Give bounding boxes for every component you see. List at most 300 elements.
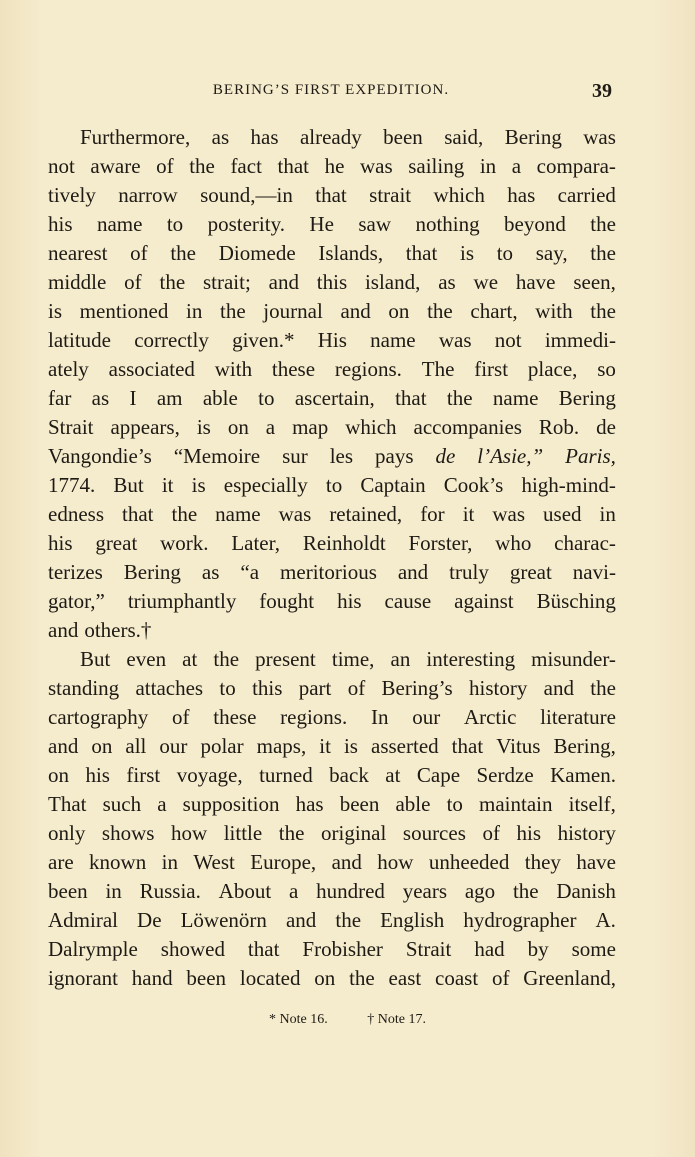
word: with: [214, 357, 253, 381]
word: chart,: [470, 299, 518, 323]
word: by: [527, 937, 549, 961]
word: known: [89, 850, 147, 874]
paragraph-1: [48, 123, 616, 645]
word: Danish: [556, 879, 616, 903]
word: history: [557, 821, 616, 845]
word: mentioned: [79, 299, 169, 323]
word: used: [543, 502, 582, 526]
word: In: [370, 705, 389, 729]
word: That: [48, 792, 87, 816]
word: as: [438, 270, 456, 294]
word: in: [479, 154, 497, 178]
word: which: [345, 415, 397, 439]
word: itself,: [568, 792, 616, 816]
word: of: [156, 154, 174, 178]
word: de: [596, 415, 616, 439]
word: that: [247, 937, 280, 961]
word: sources: [402, 821, 466, 845]
word: the: [219, 299, 246, 323]
word: and: [340, 299, 371, 323]
word: been: [186, 966, 227, 990]
word: West: [193, 850, 235, 874]
word: the: [335, 908, 362, 932]
word: work.: [160, 531, 209, 555]
word: asserted: [371, 734, 439, 758]
text-line: [48, 268, 616, 297]
body-text: [48, 123, 616, 993]
word: the: [159, 270, 186, 294]
word: has: [507, 183, 536, 207]
word: Cook’s: [443, 473, 504, 497]
word: not: [48, 154, 75, 178]
word: was: [492, 502, 526, 526]
word: the: [590, 299, 616, 323]
word: who: [495, 531, 532, 555]
word: hundred: [316, 879, 385, 903]
word: Strait: [48, 415, 94, 439]
word: saw: [358, 212, 392, 236]
word: place,: [527, 357, 578, 381]
word: immedi-: [544, 328, 616, 352]
word: pays: [375, 444, 414, 468]
word: sailing: [408, 154, 465, 178]
word: About: [218, 879, 272, 903]
word: coast: [435, 966, 479, 990]
word: to: [496, 241, 514, 265]
word: nothing: [415, 212, 480, 236]
word: how: [377, 850, 414, 874]
word: maintain: [479, 792, 553, 816]
word: to: [446, 792, 463, 816]
word: been: [339, 792, 380, 816]
word: in: [161, 850, 178, 874]
text-line: [48, 906, 616, 935]
word: this: [252, 676, 283, 700]
running-title: BERING’S FIRST EXPEDITION.: [212, 82, 450, 98]
word: and: [543, 676, 574, 700]
word: nearest: [48, 241, 108, 265]
text-line: [48, 210, 616, 239]
text-line: [48, 529, 616, 558]
word: les: [329, 444, 354, 468]
text-line: [48, 790, 616, 819]
word: and: [268, 270, 299, 294]
word: it: [462, 502, 475, 526]
word: Admiral: [48, 908, 118, 932]
word: carried: [557, 183, 616, 207]
word: journal: [263, 299, 323, 323]
word: his: [48, 531, 73, 555]
word: posterity.: [207, 212, 285, 236]
text-line: [48, 152, 616, 181]
text-line: [48, 616, 616, 645]
word: time,: [331, 647, 375, 671]
word: the: [512, 879, 539, 903]
word: correctly: [134, 328, 209, 352]
word: of: [482, 821, 500, 845]
text-line: [48, 877, 616, 906]
word: so: [597, 357, 616, 381]
word: been: [48, 879, 88, 903]
word: not: [494, 328, 522, 352]
word: a: [157, 792, 167, 816]
word: aware: [90, 154, 141, 178]
word: they: [524, 850, 561, 874]
word: and: [48, 618, 79, 642]
word: to: [219, 676, 236, 700]
word: had: [474, 937, 505, 961]
word: that: [451, 734, 484, 758]
word: it: [319, 734, 331, 758]
word: Bering: [504, 125, 562, 149]
word: Vitus: [496, 734, 541, 758]
word: as: [211, 125, 230, 149]
word: and: [331, 850, 362, 874]
word: high-mind-: [521, 473, 616, 497]
word: Büsching: [536, 589, 616, 613]
word: strait: [369, 183, 412, 207]
word: such: [102, 792, 142, 816]
word: have: [576, 850, 616, 874]
word: polar: [200, 734, 244, 758]
text-line: [48, 123, 616, 152]
word: given.*: [232, 328, 295, 352]
word: the: [590, 212, 616, 236]
text-line: [48, 761, 616, 790]
word: present: [255, 647, 316, 671]
word: But: [80, 647, 111, 671]
word: maps,: [256, 734, 307, 758]
word: Vangondie’s: [48, 444, 152, 468]
word: cause: [384, 589, 432, 613]
word: which: [433, 183, 485, 207]
word: turned: [259, 763, 313, 787]
word: that: [405, 241, 438, 265]
word: of: [172, 705, 190, 729]
word: is: [196, 415, 211, 439]
word: Dalrymple: [48, 937, 138, 961]
text-line: [48, 674, 616, 703]
word: literature: [540, 705, 616, 729]
text-line: [48, 558, 616, 587]
text-line: [48, 384, 616, 413]
word: meritorious: [280, 560, 377, 584]
word: is: [48, 299, 63, 323]
word: the: [349, 966, 375, 990]
word: But: [113, 473, 144, 497]
word: is: [191, 473, 206, 497]
word: Bering’s: [381, 676, 453, 700]
word: these: [213, 705, 257, 729]
word: name: [215, 502, 261, 526]
word: map: [292, 415, 329, 439]
word: middle: [48, 270, 107, 294]
word: appears,: [110, 415, 180, 439]
word: Later,: [231, 531, 281, 555]
word: able: [202, 386, 238, 410]
word: navi-: [572, 560, 616, 584]
word: the: [427, 299, 453, 323]
word: our: [412, 705, 441, 729]
word: the: [170, 241, 196, 265]
text-line: [48, 935, 616, 964]
word: misunder-: [531, 647, 616, 671]
word: edness: [48, 502, 104, 526]
word: English: [380, 908, 445, 932]
word: accompanies: [413, 415, 522, 439]
word: Europe,: [250, 850, 317, 874]
word: “Memoire: [173, 444, 261, 468]
word: Islands,: [318, 241, 384, 265]
word: interesting: [426, 647, 516, 671]
word: fought: [259, 589, 315, 613]
word: supposition: [182, 792, 280, 816]
word: ignorant: [48, 966, 118, 990]
text-line: [48, 645, 616, 674]
word: others.†: [84, 618, 152, 642]
word: narrow: [118, 183, 178, 207]
text-line: [48, 239, 616, 268]
word: a: [511, 154, 522, 178]
word: at: [385, 763, 401, 787]
word: located: [239, 966, 301, 990]
word: was: [438, 328, 472, 352]
word: tively: [48, 183, 96, 207]
word: Bering,: [553, 734, 616, 758]
word: hydrographer: [463, 908, 577, 932]
word: ago: [464, 879, 496, 903]
word: in: [105, 879, 122, 903]
word: that: [122, 502, 154, 526]
word: it: [161, 473, 174, 497]
word: Greenland,: [523, 966, 616, 990]
word: on: [48, 763, 69, 787]
page-number: 39: [592, 80, 612, 102]
text-line: [48, 732, 616, 761]
word: for: [420, 502, 445, 526]
word: these: [271, 357, 316, 381]
word: are: [48, 850, 74, 874]
word: am: [156, 386, 183, 410]
word: strait;: [202, 270, 251, 294]
word: first: [126, 763, 161, 787]
word: was: [359, 154, 393, 178]
word: He: [309, 212, 334, 236]
word: 1774.: [48, 473, 96, 497]
word: Strait: [405, 937, 452, 961]
word: able: [395, 792, 431, 816]
word: A.: [595, 908, 616, 932]
word: to: [258, 386, 275, 410]
word: even: [126, 647, 167, 671]
word: standing: [48, 676, 120, 700]
text-line: [48, 471, 616, 500]
word: he: [324, 154, 345, 178]
word: great: [509, 560, 552, 584]
word: Cape: [416, 763, 461, 787]
footnote-17: † Note 17.: [367, 1012, 426, 1027]
footnotes: [0, 1012, 695, 1028]
word: all: [125, 734, 147, 758]
word: the: [590, 241, 616, 265]
word: ascertain,: [294, 386, 375, 410]
word: regions.: [334, 357, 402, 381]
word: with: [535, 299, 573, 323]
word: and: [397, 560, 429, 584]
word: Arctic: [463, 705, 517, 729]
word: in: [185, 299, 203, 323]
word: in: [599, 502, 616, 526]
word: that: [277, 154, 309, 178]
word: de: [435, 444, 456, 468]
word: his: [516, 821, 542, 845]
word: on: [91, 734, 113, 758]
word: truly: [449, 560, 489, 584]
text-line: [48, 355, 616, 384]
text-line: [48, 964, 616, 993]
word: cartography: [48, 705, 149, 729]
text-line: [48, 500, 616, 529]
word: associated: [108, 357, 195, 381]
text-line: [48, 326, 616, 355]
footnote-16: * Note 16.: [269, 1012, 328, 1027]
word: beyond: [504, 212, 566, 236]
word: on: [388, 299, 410, 323]
word: as: [201, 560, 220, 584]
word: of: [130, 241, 148, 265]
word: little: [223, 821, 263, 845]
word: on: [314, 966, 336, 990]
word: this: [316, 270, 348, 294]
word: been: [383, 125, 423, 149]
word: years: [402, 879, 448, 903]
word: regions.: [280, 705, 348, 729]
word: that: [395, 386, 427, 410]
word: to: [325, 473, 343, 497]
text-line: [48, 703, 616, 732]
word: latitude: [48, 328, 111, 352]
word: history: [469, 676, 528, 700]
word: his: [337, 589, 362, 613]
word: at: [182, 647, 198, 671]
word: sur: [282, 444, 308, 468]
word: of: [347, 676, 366, 700]
text-line: [48, 297, 616, 326]
word: attaches: [135, 676, 204, 700]
word: our: [159, 734, 188, 758]
word: east: [388, 966, 422, 990]
word: have: [515, 270, 556, 294]
word: His: [317, 328, 347, 352]
word: back: [329, 763, 369, 787]
word: unheeded: [428, 850, 510, 874]
word: Löwenörn: [180, 908, 267, 932]
word: l’Asie,”: [477, 444, 544, 468]
word: we: [473, 270, 499, 294]
word: was: [278, 502, 312, 526]
word: The: [421, 357, 455, 381]
word: an: [390, 647, 411, 671]
word: I: [129, 386, 137, 410]
word: a: [288, 879, 299, 903]
word: first: [474, 357, 509, 381]
word: Diomede: [218, 241, 296, 265]
word: the: [171, 502, 198, 526]
text-line: [48, 587, 616, 616]
word: Russia.: [139, 879, 201, 903]
word: the: [213, 647, 240, 671]
word: shows: [101, 821, 155, 845]
word: part: [298, 676, 332, 700]
word: already: [299, 125, 362, 149]
word: Bering: [123, 560, 181, 584]
word: how: [170, 821, 208, 845]
word: name: [492, 386, 539, 410]
word: Rob.: [538, 415, 580, 439]
word: on: [227, 415, 249, 439]
word: name: [370, 328, 416, 352]
word: hand: [131, 966, 173, 990]
word: De: [137, 908, 162, 932]
word: a: [265, 415, 276, 439]
word: Paris,: [565, 444, 616, 468]
word: charac-: [554, 531, 616, 555]
word: terizes: [48, 560, 103, 584]
word: as: [91, 386, 110, 410]
word: the: [278, 821, 305, 845]
word: his: [48, 212, 73, 236]
word: has: [250, 125, 279, 149]
word: Serdze: [476, 763, 534, 787]
word: said,: [444, 125, 484, 149]
word: was: [583, 125, 616, 149]
text-line: [48, 181, 616, 210]
text-line: [48, 442, 616, 471]
word: far: [48, 386, 72, 410]
word: ately: [48, 357, 89, 381]
word: sound,—in: [200, 183, 293, 207]
word: compara-: [536, 154, 616, 178]
word: Reinholdt: [302, 531, 386, 555]
word: great: [95, 531, 138, 555]
word: name: [96, 212, 143, 236]
word: some: [571, 937, 616, 961]
word: especially: [223, 473, 308, 497]
word: the: [189, 154, 215, 178]
word: Frobisher: [302, 937, 383, 961]
word: Captain: [360, 473, 426, 497]
word: showed: [160, 937, 225, 961]
word: Furthermore,: [80, 125, 191, 149]
word: of: [124, 270, 142, 294]
word: say,: [535, 241, 568, 265]
word: island,: [364, 270, 421, 294]
word: against: [454, 589, 514, 613]
word: that: [315, 183, 347, 207]
word: seen,: [573, 270, 616, 294]
paragraph-2: [48, 645, 616, 993]
running-head: [48, 80, 614, 104]
word: fact: [230, 154, 262, 178]
word: to: [166, 212, 184, 236]
word: retained,: [329, 502, 403, 526]
word: Bering: [558, 386, 616, 410]
word: only: [48, 821, 86, 845]
text-line: [48, 848, 616, 877]
word: gator,”: [48, 589, 105, 613]
word: Forster,: [408, 531, 473, 555]
word: Kamen.: [550, 763, 616, 787]
